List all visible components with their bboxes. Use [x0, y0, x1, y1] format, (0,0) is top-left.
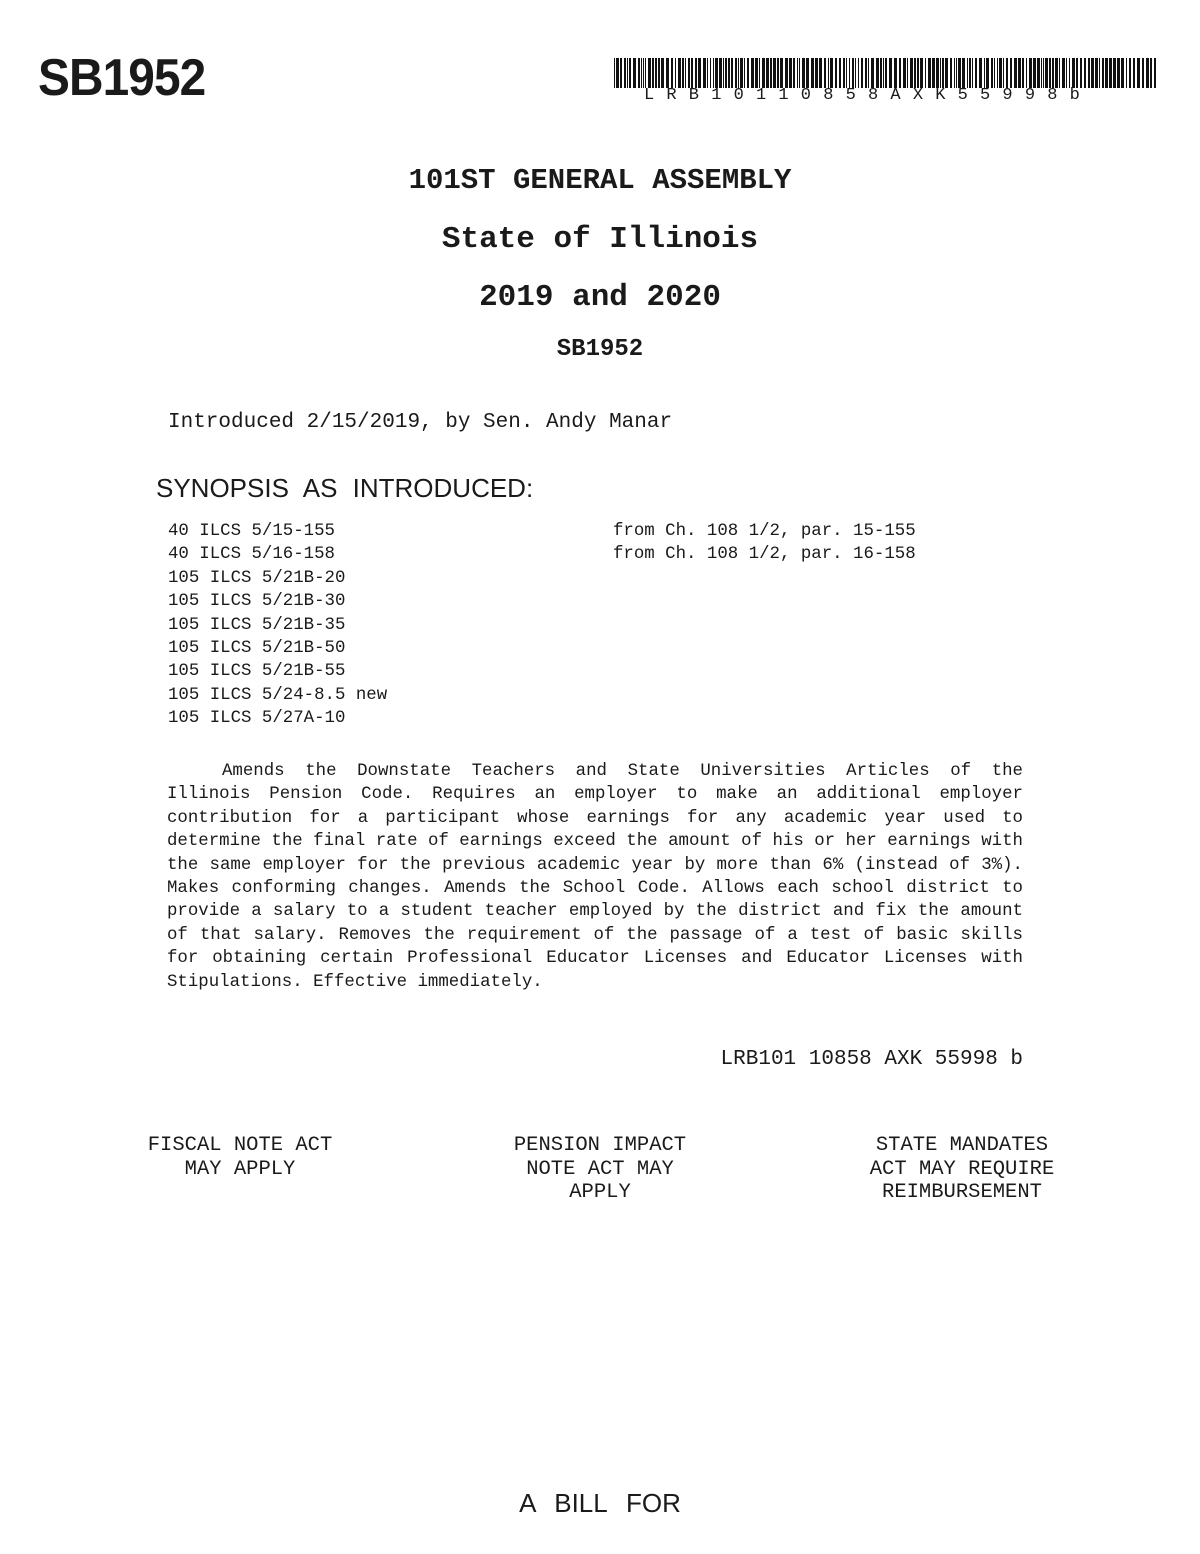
barcode-bar — [723, 58, 724, 88]
barcode-bar — [1059, 58, 1060, 88]
barcode-bar — [889, 58, 892, 88]
introduced-line: Introduced 2/15/2019, by Sen. Andy Manar — [168, 411, 673, 434]
barcode-bar — [1026, 58, 1027, 88]
barcode-bar — [979, 58, 982, 88]
citation-row — [168, 614, 916, 637]
barcode-bar — [1066, 58, 1067, 88]
barcode-bar — [658, 58, 660, 88]
barcode-bar — [1043, 58, 1044, 88]
barcode-bar — [956, 58, 957, 88]
note-line: NOTE ACT MAY — [526, 1157, 674, 1181]
barcode-bar — [1099, 58, 1100, 88]
fiscal-note — [110, 1134, 370, 1181]
barcode-bar — [1095, 58, 1098, 88]
barcode-bar — [928, 58, 931, 88]
barcode-bar — [1076, 58, 1078, 88]
citation-ref: 105 ILCS 5/21B-30 — [168, 592, 346, 612]
barcode-bar — [710, 58, 711, 88]
barcode-bar — [984, 58, 985, 88]
barcode-bar — [811, 58, 814, 88]
barcode-bar — [849, 58, 850, 88]
citation-ref: 105 ILCS 5/21B-55 — [168, 662, 346, 682]
synopsis-text — [167, 760, 1023, 994]
barcode-bar — [1146, 58, 1149, 88]
barcode-bar — [880, 58, 882, 88]
barcode-bar — [785, 58, 788, 88]
barcode-bar — [950, 58, 952, 88]
barcode-bar — [1084, 58, 1086, 88]
barcode-bar — [728, 58, 730, 88]
barcode-bar — [975, 58, 977, 88]
barcode-bar — [1062, 58, 1065, 88]
barcode-bar — [883, 58, 884, 88]
barcode-bar — [744, 58, 745, 88]
barcode-bar — [871, 58, 874, 88]
barcode-bar — [759, 58, 760, 88]
barcode-bar — [819, 58, 822, 88]
barcode-bar — [1003, 58, 1004, 88]
barcode-bar — [868, 58, 869, 88]
barcode-text: LRB10110858AXK55998b — [644, 86, 1093, 105]
barcode-bar — [685, 58, 686, 88]
note-line: STATE MANDATES — [875, 1134, 1049, 1157]
citation-row — [168, 590, 916, 613]
citation-row — [168, 567, 916, 590]
barcode-bar — [695, 58, 697, 88]
barcode-bar — [1109, 58, 1112, 88]
barcode-bar — [991, 58, 993, 88]
barcode-bar — [703, 58, 706, 88]
note-line: MAY APPLY — [184, 1157, 296, 1181]
session-years: 2019 and 2020 — [479, 280, 721, 315]
barcode-bar — [994, 58, 995, 88]
barcode-bar — [986, 58, 989, 88]
barcode-bar — [643, 58, 644, 88]
barcode-bar — [1142, 58, 1144, 88]
barcode-bar — [666, 58, 669, 88]
barcode-bar — [645, 58, 646, 88]
bill-number-title: SB1952 — [556, 336, 644, 363]
barcode-bar — [1137, 58, 1140, 88]
barcode-bar — [940, 58, 941, 88]
pension-impact-note — [470, 1134, 730, 1205]
barcode-bar — [678, 58, 681, 88]
barcode-bar — [917, 58, 919, 88]
barcode-bar — [799, 58, 800, 88]
note-line: APPLY — [569, 1181, 631, 1204]
barcode-bar — [641, 58, 642, 88]
barcode-bar — [740, 58, 743, 88]
state-mandates-note — [832, 1134, 1092, 1205]
bill-for-footer: A BILL FOR — [519, 1488, 681, 1518]
barcode-bar — [682, 58, 684, 88]
synopsis-heading: SYNOPSIS AS INTRODUCED: — [156, 473, 534, 503]
bill-number-header: SB1952 — [38, 49, 206, 107]
barcode-bar — [839, 58, 841, 88]
barcode-bar — [1126, 58, 1127, 88]
barcode-bar — [627, 58, 628, 88]
assembly-title: 101ST GENERAL ASSEMBLY — [408, 164, 792, 197]
barcode-bar — [755, 58, 758, 88]
barcode-icon — [614, 58, 1158, 88]
barcode-bar — [806, 58, 809, 88]
barcode-bar — [713, 58, 714, 88]
note-line: ACT MAY REQUIRE — [869, 1157, 1055, 1181]
citation-row — [168, 637, 916, 660]
barcode-bar — [958, 58, 961, 88]
barcode-bar — [780, 58, 783, 88]
citation-ref: 40 ILCS 5/16-158 — [168, 545, 335, 565]
barcode-bar — [962, 58, 965, 88]
barcode-bar — [719, 58, 722, 88]
barcode-bar — [1080, 58, 1082, 88]
barcode-bar — [865, 58, 867, 88]
barcode-bar — [633, 58, 636, 88]
barcode-bar — [624, 58, 626, 88]
barcode-bar — [751, 58, 754, 88]
barcode-bar — [655, 58, 657, 88]
barcode-bar — [1105, 58, 1108, 88]
barcode-bar — [802, 58, 805, 88]
barcode-bar — [932, 58, 935, 88]
barcode-bar — [1014, 58, 1017, 88]
barcode-bar — [731, 58, 733, 88]
barcode-bar — [835, 58, 837, 88]
barcode-bar — [735, 58, 737, 88]
citation-row — [168, 520, 916, 543]
barcode-bar — [828, 58, 829, 88]
barcode-bar — [1121, 58, 1124, 88]
citation-ref: 105 ILCS 5/21B-35 — [168, 615, 346, 635]
barcode-bar — [773, 58, 776, 88]
barcode-bar — [852, 58, 854, 88]
barcode-bar — [648, 58, 651, 88]
barcode-bar — [671, 58, 673, 88]
barcode-bar — [815, 58, 818, 88]
note-line: PENSION IMPACT — [513, 1134, 687, 1157]
barcode-bar — [789, 58, 792, 88]
barcode-bar — [1045, 58, 1048, 88]
barcode-bar — [620, 58, 622, 88]
barcode-bar — [725, 58, 727, 88]
barcode-bar — [675, 58, 676, 88]
citation-ref: 105 ILCS 5/27A-10 — [168, 709, 346, 729]
barcode-bar — [766, 58, 769, 88]
barcode-bar — [907, 58, 908, 88]
note-line: REIMBURSEMENT — [882, 1181, 1042, 1204]
barcode-bar — [777, 58, 779, 88]
barcode-bar — [846, 58, 847, 88]
barcode-bar — [1041, 58, 1042, 88]
barcode-bar — [997, 58, 998, 88]
barcode-bar — [920, 58, 923, 88]
barcode-bar — [691, 58, 693, 88]
barcode-bar — [945, 58, 948, 88]
barcode-bar — [1029, 58, 1032, 88]
barcode-bar — [1018, 58, 1021, 88]
barcode-bar — [999, 58, 1002, 88]
barcode-bar — [972, 58, 973, 88]
citation-ref: 40 ILCS 5/15-155 — [168, 522, 335, 541]
barcode-bar — [899, 58, 901, 88]
citation-row — [168, 543, 916, 566]
barcode-bar — [1133, 58, 1135, 88]
barcode-bar — [747, 58, 749, 88]
barcode-bar — [1052, 58, 1054, 88]
barcode-bar — [830, 58, 833, 88]
barcode-bar — [1037, 58, 1040, 88]
barcode-bar — [661, 58, 664, 88]
barcode-bar — [698, 58, 701, 88]
barcode-bar — [797, 58, 798, 88]
barcode-bar — [1117, 58, 1120, 88]
citation-row — [168, 684, 916, 707]
synopsis-body: Amends the Downstate Teachers and State Universities Articles of the Illinois Pension Code. Requires an employer to make an additional employer contribution for a participant whose earnings for any academic year used to determine the final rate of earnings exceed the amount of his or her earnings with the same employer for the previous academic year by more than 6% (instead of 3%). Makes conforming changes. Amends the School Code. Allows each school district to provide a salary to a student teacher employed by the district and fix the amount of that salary. Removes the requirement of the passage of a test of basic skills for obtaining certain Professional Educator Licenses and Educator Licenses with Stipulations. Effective immediately. — [167, 762, 1023, 992]
citation-row — [168, 660, 916, 683]
barcode-bar — [855, 58, 856, 88]
barcode-bar — [629, 58, 631, 88]
citation-source: from Ch. 108 1/2, par. 15-155 — [613, 522, 916, 541]
citation-ref: 105 ILCS 5/24-8.5 new — [168, 685, 388, 705]
barcode-bar — [793, 58, 795, 88]
barcode-bar — [861, 58, 863, 88]
barcode-bar — [1091, 58, 1094, 88]
barcode-bar — [707, 58, 708, 88]
barcode-bar — [903, 58, 906, 88]
citation-ref: 105 ILCS 5/21B-50 — [168, 639, 346, 659]
note-line: FISCAL NOTE ACT — [147, 1134, 333, 1157]
barcode-bar — [1072, 58, 1075, 88]
barcode-bar — [1088, 58, 1090, 88]
barcode-bar — [910, 58, 913, 88]
barcode-bar — [1150, 58, 1152, 88]
barcode-bar — [876, 58, 879, 88]
barcode-bar — [967, 58, 968, 88]
barcode-bar — [1069, 58, 1070, 88]
citation-source: from Ch. 108 1/2, par. 16-158 — [613, 545, 916, 565]
barcode-bar — [688, 58, 690, 88]
barcode-bar — [715, 58, 718, 88]
barcode-bar — [1113, 58, 1116, 88]
barcode-bar — [638, 58, 640, 88]
barcode-bar — [858, 58, 859, 88]
barcode-bar — [936, 58, 939, 88]
barcode-bar — [1033, 58, 1036, 88]
lrb-code: LRB101 10858 AXK 55998 b — [720, 1048, 1023, 1071]
barcode-bar — [914, 58, 916, 88]
barcode-bar — [925, 58, 926, 88]
barcode-bar — [885, 58, 887, 88]
barcode-bar — [770, 58, 772, 88]
barcode-bar — [1154, 58, 1156, 88]
barcode-bar — [1010, 58, 1012, 88]
barcode-bar — [1055, 58, 1058, 88]
barcode-bar — [1102, 58, 1104, 88]
barcode-bar — [1006, 58, 1008, 88]
barcode-bar — [894, 58, 897, 88]
barcode-bar — [843, 58, 845, 88]
citation-ref: 105 ILCS 5/21B-20 — [168, 568, 346, 588]
barcode-bar — [824, 58, 826, 88]
barcode-bar — [954, 58, 955, 88]
citation-row — [168, 707, 916, 730]
state-title: State of Illinois — [441, 222, 759, 257]
barcode-bar — [738, 58, 739, 88]
barcode-bar — [1022, 58, 1024, 88]
barcode-bar — [762, 58, 765, 88]
citation-list — [168, 520, 916, 731]
barcode-bar — [1129, 58, 1131, 88]
barcode-bar — [969, 58, 971, 88]
barcode-bar — [652, 58, 654, 88]
barcode-bar — [942, 58, 944, 88]
barcode-bar — [614, 58, 615, 88]
barcode-bar — [1049, 58, 1051, 88]
barcode-bar — [616, 58, 619, 88]
